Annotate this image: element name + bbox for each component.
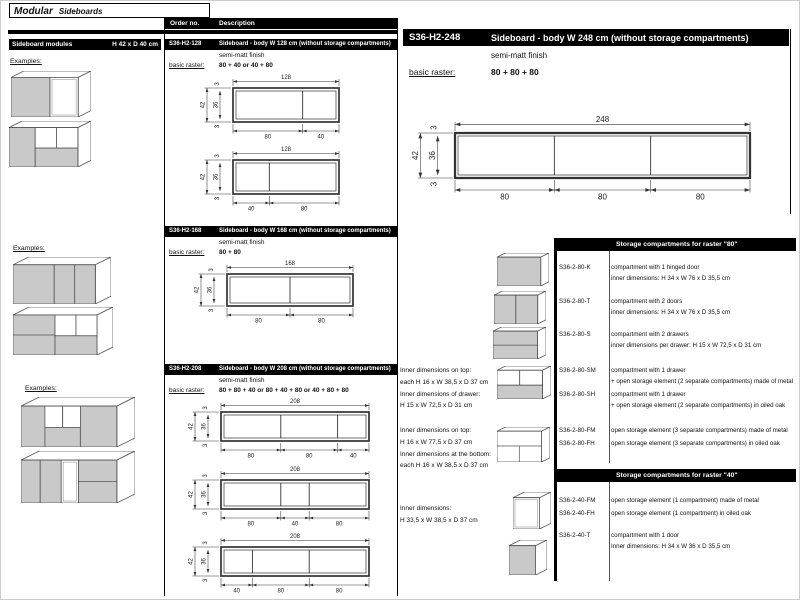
svg-text:42: 42 bbox=[410, 151, 420, 160]
svg-text:168: 168 bbox=[284, 261, 296, 267]
note-line: Inner dimensions of drawer: bbox=[400, 390, 481, 398]
row-desc-line: inner dimensions: H 34 x W 76 x D 35,5 cm bbox=[611, 275, 730, 282]
order-code-248: S36-H2-248 bbox=[409, 32, 461, 43]
raster-label-208: basic raster: bbox=[169, 387, 205, 394]
section-bar-208 bbox=[164, 364, 397, 375]
svg-text:80: 80 bbox=[277, 588, 285, 595]
storage-80-header-bar bbox=[554, 238, 796, 251]
page-title-sub: Sideboards bbox=[58, 7, 103, 16]
svg-text:80: 80 bbox=[335, 588, 343, 595]
order-code: S36-2-80-SM bbox=[559, 367, 596, 374]
svg-text:80: 80 bbox=[247, 453, 255, 460]
note-line: Inner dimensions on top: bbox=[400, 427, 472, 434]
inner-dimensions-note-1 bbox=[400, 365, 488, 412]
svg-text:42: 42 bbox=[194, 286, 201, 294]
storage-row-40-t bbox=[559, 530, 797, 552]
raster-label-128: basic raster: bbox=[169, 62, 205, 69]
table-header-bar bbox=[164, 18, 397, 29]
examples-label-1: Examples: bbox=[10, 58, 42, 65]
order-code-208: S36-H2-208 bbox=[169, 366, 202, 372]
note-line: each H 16 x W 38,5 x D 37 cm bbox=[400, 462, 489, 470]
svg-text:36: 36 bbox=[207, 286, 214, 294]
inner-dimensions-note-3 bbox=[400, 503, 478, 527]
svg-text:248: 248 bbox=[595, 114, 610, 124]
row-desc-line: inner dimensions per drawer: H 15 x W 72,5 x D 31 cm bbox=[611, 342, 762, 349]
row-desc-line: compartment with 2 drawers bbox=[611, 331, 689, 338]
raster-label-248: basic raster: bbox=[409, 67, 456, 77]
order-code: S36-2-80-FM bbox=[559, 427, 596, 434]
storage-row-40-fm bbox=[559, 495, 797, 506]
svg-text:80: 80 bbox=[335, 521, 343, 528]
order-code: S36-2-80-S bbox=[559, 331, 591, 338]
storage-40-header-label: Storage compartments for raster "40" bbox=[616, 471, 738, 479]
examples-label-3: Examples: bbox=[25, 385, 57, 392]
order-code: S36-2-80-T bbox=[559, 298, 591, 305]
svg-text:208: 208 bbox=[289, 467, 301, 473]
svg-text:3: 3 bbox=[429, 125, 439, 130]
section-title-248: Sideboard - body W 248 cm (without storage compartments) bbox=[491, 33, 749, 43]
compartment-illustration-1-hinged-door bbox=[497, 253, 549, 291]
row-desc-line: open storage element (1 compartment) made of metal bbox=[611, 497, 759, 504]
row-desc-line: inner dimensions: H 34 x W 76 x D 35,5 cm bbox=[611, 309, 730, 316]
order-code: S36-2-40-FM bbox=[559, 497, 596, 504]
note-line: H 16 x W 77,5 x D 37 cm bbox=[400, 438, 473, 446]
note-line: H 15 x W 72,5 x D 31 cm bbox=[400, 402, 473, 410]
order-code: S36-2-40-T bbox=[559, 532, 591, 539]
storage-row-80-t bbox=[559, 296, 797, 318]
svg-text:3: 3 bbox=[203, 443, 209, 448]
section-bar-128 bbox=[164, 39, 397, 50]
svg-text:36: 36 bbox=[201, 423, 208, 430]
example-sideboard-128-b bbox=[9, 121, 91, 172]
order-code: S36-2-80-FH bbox=[559, 440, 595, 447]
svg-text:3: 3 bbox=[203, 511, 209, 516]
sideboard-modules-dims: H 42 x D 40 cm bbox=[112, 41, 158, 48]
divider-strip bbox=[8, 30, 397, 34]
svg-text:42: 42 bbox=[200, 101, 207, 109]
examples-label-2: Examples: bbox=[13, 245, 45, 252]
order-no-column-header: Order no. bbox=[170, 20, 200, 27]
svg-text:80: 80 bbox=[264, 134, 272, 141]
finish-note-208: semi-matt finish bbox=[219, 377, 265, 384]
svg-text:36: 36 bbox=[201, 491, 208, 498]
row-desc-line: + open storage element (2 separate compartments) made of metal bbox=[611, 378, 794, 385]
example-sideboard-168-a bbox=[13, 257, 111, 309]
svg-text:40: 40 bbox=[349, 453, 357, 460]
raster-value-248: 80 + 80 + 80 bbox=[491, 67, 539, 77]
svg-text:40: 40 bbox=[317, 134, 325, 141]
storage-row-80-k bbox=[559, 262, 797, 284]
svg-text:3: 3 bbox=[203, 578, 209, 583]
note-line: each H 16 x W 38,5 x D 37 cm bbox=[400, 378, 489, 386]
storage-row-40-fh bbox=[559, 508, 797, 519]
order-code-128: S36-H2-128 bbox=[169, 41, 202, 47]
svg-text:42: 42 bbox=[200, 173, 207, 181]
compartment-illustration-open-3-compartments bbox=[497, 427, 550, 467]
svg-text:80: 80 bbox=[300, 206, 308, 213]
inner-dimensions-note-2 bbox=[400, 425, 491, 472]
dimension-drawing-248 bbox=[407, 113, 762, 212]
order-code-168: S36-H2-168 bbox=[169, 228, 202, 234]
storage-row-80-s bbox=[559, 329, 797, 351]
order-code: S36-2-40-FH bbox=[559, 510, 595, 517]
svg-text:80: 80 bbox=[695, 192, 705, 202]
svg-text:208: 208 bbox=[289, 399, 301, 405]
row-desc-line: compartment with 1 hinged door bbox=[611, 264, 700, 271]
section-bar-248 bbox=[403, 29, 789, 46]
row-desc-line: compartment with 1 drawer bbox=[611, 391, 686, 398]
svg-text:3: 3 bbox=[215, 124, 221, 129]
dimension-drawing-208-80-40-80 bbox=[185, 465, 378, 536]
svg-text:3: 3 bbox=[215, 196, 221, 201]
example-sideboard-128-a bbox=[11, 71, 91, 122]
svg-text:80: 80 bbox=[598, 192, 607, 202]
column-divider-line-right bbox=[397, 18, 398, 596]
storage-row-80-fh bbox=[559, 438, 797, 449]
finish-note-248: semi-matt finish bbox=[491, 51, 548, 60]
storage-row-80-fm bbox=[559, 425, 797, 436]
svg-text:40: 40 bbox=[291, 521, 299, 528]
section-title-168: Sideboard - body W 168 cm (without storage compartments) bbox=[219, 228, 391, 234]
row-desc-line: compartment with 1 door bbox=[611, 532, 680, 539]
sideboard-modules-header-bar bbox=[9, 39, 161, 50]
dimension-drawing-128-40-80 bbox=[197, 145, 348, 221]
example-sideboard-208-a bbox=[21, 397, 135, 452]
row-desc-line: + open storage element (2 separate compartments) in oiled oak bbox=[611, 402, 786, 409]
svg-text:3: 3 bbox=[429, 181, 439, 187]
compartment-illustration-drawer-open-element bbox=[497, 366, 551, 404]
row-desc-line: open storage element (3 separate compartments) made of metal bbox=[611, 427, 788, 434]
section-title-208: Sideboard - body W 208 cm (without storage compartments) bbox=[219, 366, 391, 372]
note-line: Inner dimensions: bbox=[400, 505, 452, 512]
svg-text:42: 42 bbox=[188, 558, 195, 565]
storage-row-80-sh bbox=[559, 389, 797, 411]
row-desc-line: open storage element (3 separate compartments) in oiled oak bbox=[611, 440, 780, 447]
note-line: H 33,5 x W 38,5 x D 37 cm bbox=[400, 516, 478, 524]
storage-40-header-bar bbox=[554, 469, 796, 482]
compartment-illustration-2-doors bbox=[494, 291, 546, 329]
svg-text:80: 80 bbox=[247, 521, 255, 528]
row-desc-line: Inner dimensions: H 34 x W 36 x D 35,5 cm bbox=[611, 543, 731, 550]
svg-text:3: 3 bbox=[209, 268, 215, 272]
svg-text:3: 3 bbox=[203, 474, 209, 478]
example-sideboard-168-b bbox=[13, 307, 113, 360]
dimension-drawing-208-80-80-40 bbox=[185, 397, 378, 468]
svg-text:208: 208 bbox=[289, 534, 301, 540]
raster-value-208: 80 + 80 + 40 or 80 + 40 + 80 or 40 + 80 + 80 bbox=[219, 387, 349, 394]
compartment-illustration-2-drawers bbox=[493, 327, 546, 364]
svg-text:42: 42 bbox=[188, 491, 195, 498]
dimension-drawing-168 bbox=[191, 259, 362, 333]
svg-text:40: 40 bbox=[247, 206, 255, 213]
svg-text:36: 36 bbox=[201, 558, 208, 565]
svg-text:128: 128 bbox=[280, 75, 292, 81]
raster-value-168: 80 + 80 bbox=[219, 249, 241, 256]
example-sideboard-208-b bbox=[21, 451, 135, 508]
compartment-illustration-open-cube bbox=[513, 492, 551, 534]
raster-value-128: 80 + 40 or 40 + 80 bbox=[219, 62, 273, 69]
svg-text:3: 3 bbox=[209, 308, 215, 313]
featured-panel-right-border bbox=[790, 29, 791, 214]
svg-text:80: 80 bbox=[318, 318, 325, 325]
svg-text:128: 128 bbox=[280, 147, 292, 153]
svg-text:80: 80 bbox=[500, 192, 510, 202]
dimension-drawing-128-80-40 bbox=[197, 73, 348, 149]
svg-text:80: 80 bbox=[305, 453, 313, 460]
page-title bbox=[9, 3, 210, 18]
storage-80-header-label: Storage compartments for raster "80" bbox=[616, 240, 738, 248]
svg-text:3: 3 bbox=[215, 154, 221, 158]
svg-text:40: 40 bbox=[233, 588, 241, 595]
svg-text:80: 80 bbox=[255, 318, 262, 325]
order-code: S36-2-80-SH bbox=[559, 391, 596, 398]
section-bar-168 bbox=[164, 226, 397, 237]
note-line: Inner dimensions on top: bbox=[400, 367, 472, 374]
storage-row-80-sm bbox=[559, 365, 797, 387]
section-title-128: Sideboard - body W 128 cm (without storage compartments) bbox=[219, 41, 391, 47]
sideboard-modules-label: Sideboard modules bbox=[12, 41, 73, 48]
order-code: S36-2-80-K bbox=[559, 264, 591, 271]
svg-text:3: 3 bbox=[203, 406, 209, 410]
svg-text:3: 3 bbox=[203, 541, 209, 545]
row-desc-line: compartment with 2 doors bbox=[611, 298, 683, 305]
svg-text:42: 42 bbox=[188, 423, 195, 430]
row-desc-line: open storage element (1 compartment) in oiled oak bbox=[611, 510, 751, 517]
note-line: Inner dimensions at the bottom: bbox=[400, 450, 492, 458]
row-desc-line: compartment with 1 drawer bbox=[611, 367, 686, 374]
svg-text:36: 36 bbox=[213, 101, 220, 109]
svg-text:3: 3 bbox=[215, 82, 221, 86]
column-divider-line-left bbox=[164, 18, 165, 596]
storage-panel-left-border bbox=[554, 238, 557, 581]
description-column-header: Description bbox=[219, 20, 255, 27]
finish-note-168: semi-matt finish bbox=[219, 239, 265, 246]
page-title-main: Modular bbox=[14, 6, 53, 17]
dimension-drawing-208-40-80-80 bbox=[185, 532, 378, 600]
raster-label-168: basic raster: bbox=[169, 249, 205, 256]
svg-text:36: 36 bbox=[213, 173, 220, 181]
compartment-illustration-door-cube bbox=[509, 540, 547, 580]
svg-text:36: 36 bbox=[428, 151, 438, 160]
finish-note-128: semi-matt finish bbox=[219, 52, 265, 59]
